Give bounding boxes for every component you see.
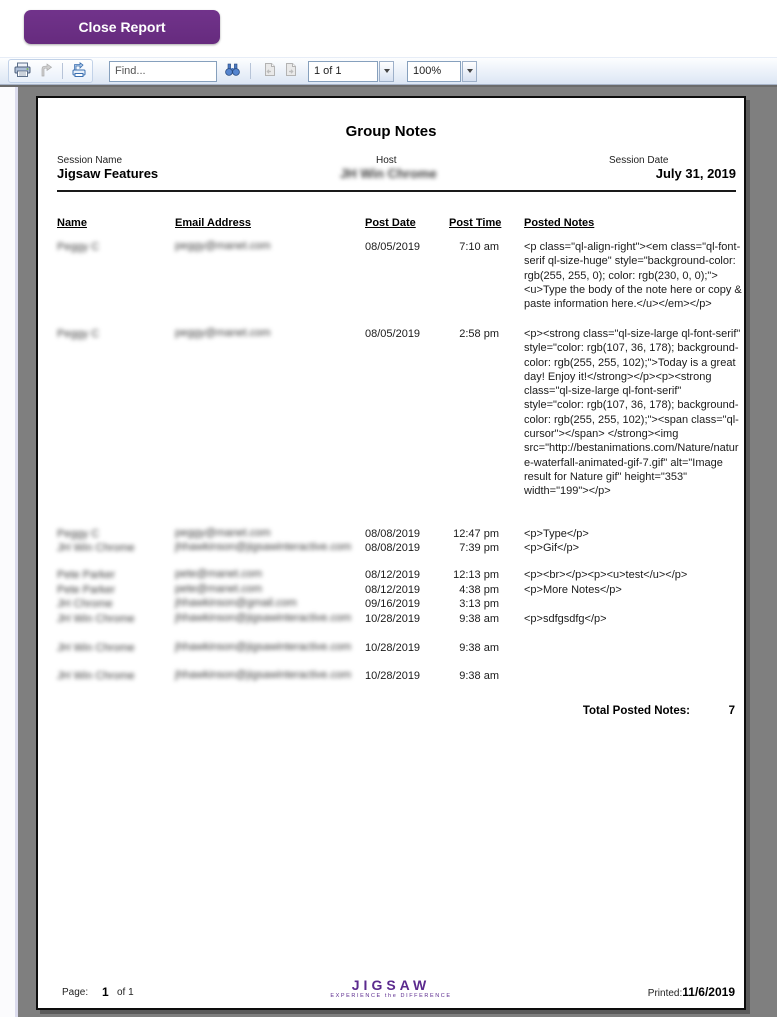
column-header-post-time: Post Time bbox=[449, 217, 502, 229]
session-date-value: July 31, 2019 bbox=[655, 166, 736, 181]
column-header-posted-notes: Posted Notes bbox=[524, 217, 595, 229]
post-date-cell: 08/05/2019 bbox=[365, 328, 421, 340]
email-cell: jhhawkinson@jigsawinteractive.com bbox=[175, 612, 352, 624]
close-report-button[interactable]: Close Report bbox=[24, 10, 220, 44]
footer-page-of: of 1 bbox=[117, 987, 134, 998]
chevron-down-icon bbox=[467, 69, 473, 73]
posted-note-cell: <p><strong class="ql-size-large ql-font-serif" style="color: rgb(107, 36, 178); background-color: rgb(255, 255, 102);">Today is a great day! Enjoy it!</strong></p><p><strong class="ql-size-large ql-font-serif" style="color: rgb(107, 36, 178); background-color: rgb(255, 255, 102);"><span class="ql-cursor"></span> </strong><img src="http://bestanimations.com/Nature/nature-waterfall-animated-gif-7.gif" alt="Image result for Nature gif" height="353" width="199"></p> bbox=[524, 328, 741, 498]
host-value: JH Win Chrome bbox=[340, 166, 437, 181]
post-time-cell: 12:13 pm bbox=[453, 569, 499, 581]
report-title: Group Notes bbox=[345, 123, 437, 140]
posted-note-cell: <p>Gif</p> bbox=[524, 542, 580, 554]
post-date-cell: 10/28/2019 bbox=[365, 642, 421, 654]
printed-label: Printed: bbox=[647, 988, 683, 999]
report-viewer-toolbar bbox=[0, 57, 777, 85]
binoculars-icon bbox=[224, 62, 241, 80]
toolbar-separator bbox=[250, 63, 251, 79]
column-header-email: Email Address bbox=[175, 217, 252, 229]
column-header-post-date: Post Date bbox=[365, 217, 416, 229]
export-icon bbox=[71, 62, 88, 81]
post-time-cell: 7:39 pm bbox=[459, 542, 499, 554]
post-time-cell: 7:10 am bbox=[459, 241, 499, 253]
email-cell: jhhawkinson@jigsawinteractive.com bbox=[175, 641, 352, 653]
page-indicator[interactable]: 1 of 1 bbox=[308, 61, 378, 82]
viewer-left-gutter bbox=[0, 87, 18, 1017]
posted-note-cell: <p>More Notes</p> bbox=[524, 584, 622, 596]
header-divider bbox=[57, 190, 736, 192]
total-posted-notes-value: 7 bbox=[728, 705, 735, 717]
name-cell: JH Win Chrome bbox=[57, 670, 135, 682]
name-cell: JH Win Chrome bbox=[57, 613, 135, 625]
page-indicator-dropdown-button[interactable] bbox=[379, 61, 394, 82]
email-cell: jhhawkinson@jigsawinteractive.com bbox=[175, 541, 352, 553]
post-time-cell: 12:47 pm bbox=[453, 528, 499, 540]
zoom-level-select[interactable]: 100% bbox=[407, 61, 461, 82]
refresh-button[interactable] bbox=[35, 61, 57, 81]
footer-page-number: 1 bbox=[102, 985, 109, 999]
host-label: Host bbox=[376, 155, 397, 166]
prev-page-icon bbox=[262, 62, 277, 80]
post-time-cell: 2:58 pm bbox=[459, 328, 499, 340]
printed-date-group bbox=[648, 985, 735, 999]
email-cell: jhhawkinson@gmail.com bbox=[175, 597, 297, 609]
prev-page-button[interactable] bbox=[258, 61, 280, 81]
column-header-name: Name bbox=[57, 217, 87, 229]
name-cell: Peggy C bbox=[57, 328, 100, 340]
total-posted-notes-label: Total Posted Notes: bbox=[582, 705, 690, 717]
next-page-button[interactable] bbox=[280, 61, 302, 81]
post-date-cell: 08/08/2019 bbox=[365, 528, 421, 540]
name-cell: JH Win Chrome bbox=[57, 542, 135, 554]
post-date-cell: 08/05/2019 bbox=[365, 241, 421, 253]
export-button[interactable] bbox=[68, 61, 90, 81]
chevron-down-icon bbox=[384, 69, 390, 73]
print-button[interactable] bbox=[11, 61, 33, 81]
email-cell: peggy@manet.com bbox=[175, 240, 271, 252]
printed-date-value: 11/6/2019 bbox=[682, 985, 735, 999]
print-icon bbox=[14, 62, 31, 81]
find-input[interactable] bbox=[109, 61, 217, 82]
post-time-cell: 9:38 am bbox=[459, 642, 499, 654]
session-name-label: Session Name bbox=[57, 155, 123, 166]
post-date-cell: 10/28/2019 bbox=[365, 670, 421, 682]
post-date-cell: 08/12/2019 bbox=[365, 569, 421, 581]
name-cell: JH Win Chrome bbox=[57, 642, 135, 654]
posted-note-cell: <p><br></p><p><u>test</u></p> bbox=[524, 569, 688, 581]
posted-note-cell: <p>Type</p> bbox=[524, 528, 589, 540]
posted-note-cell: <p>sdfgsdfg</p> bbox=[524, 613, 607, 625]
email-cell: pete@manet.com bbox=[175, 568, 262, 580]
posted-note-cell: <p class="ql-align-right"><em class="ql-font-serif ql-size-huge" style="background-color: rgb(255, 255, 0); color: rgb(230, 0, 0);"><u>Type the body of the note here or copy & paste information here.</u></em></p> bbox=[524, 241, 742, 311]
post-date-cell: 10/28/2019 bbox=[365, 613, 421, 625]
name-cell: Pete Parker bbox=[57, 584, 116, 596]
jigsaw-logo bbox=[38, 979, 744, 999]
print-export-group bbox=[8, 59, 93, 83]
session-name-value: Jigsaw Features bbox=[57, 166, 159, 181]
name-cell: Peggy C bbox=[57, 241, 100, 253]
post-time-cell: 9:38 am bbox=[459, 670, 499, 682]
jigsaw-logo-tagline: EXPERIENCE the DIFFERENCE bbox=[330, 993, 452, 999]
email-cell: peggy@manet.com bbox=[175, 327, 271, 339]
refresh-icon bbox=[39, 63, 53, 80]
post-time-cell: 4:38 pm bbox=[459, 584, 499, 596]
next-page-icon bbox=[284, 62, 299, 80]
post-time-cell: 3:13 pm bbox=[459, 598, 499, 610]
post-date-cell: 08/08/2019 bbox=[365, 542, 421, 554]
toolbar-separator bbox=[62, 63, 63, 79]
post-date-cell: 09/16/2019 bbox=[365, 598, 421, 610]
name-cell: Peggy C bbox=[57, 528, 100, 540]
post-date-cell: 08/12/2019 bbox=[365, 584, 421, 596]
report-page bbox=[36, 96, 746, 1010]
name-cell: Pete Parker bbox=[57, 569, 116, 581]
find-button[interactable] bbox=[221, 61, 243, 81]
session-date-label: Session Date bbox=[609, 155, 669, 166]
zoom-dropdown-button[interactable] bbox=[462, 61, 477, 82]
post-time-cell: 9:38 am bbox=[459, 613, 499, 625]
email-cell: pete@manet.com bbox=[175, 583, 262, 595]
email-cell: peggy@manet.com bbox=[175, 527, 271, 539]
name-cell: JH Chrome bbox=[57, 598, 113, 610]
jigsaw-logo-text: JIGSAW bbox=[351, 977, 431, 993]
email-cell: jhhawkinson@jigsawinteractive.com bbox=[175, 669, 352, 681]
footer-page-label: Page: bbox=[62, 987, 89, 998]
